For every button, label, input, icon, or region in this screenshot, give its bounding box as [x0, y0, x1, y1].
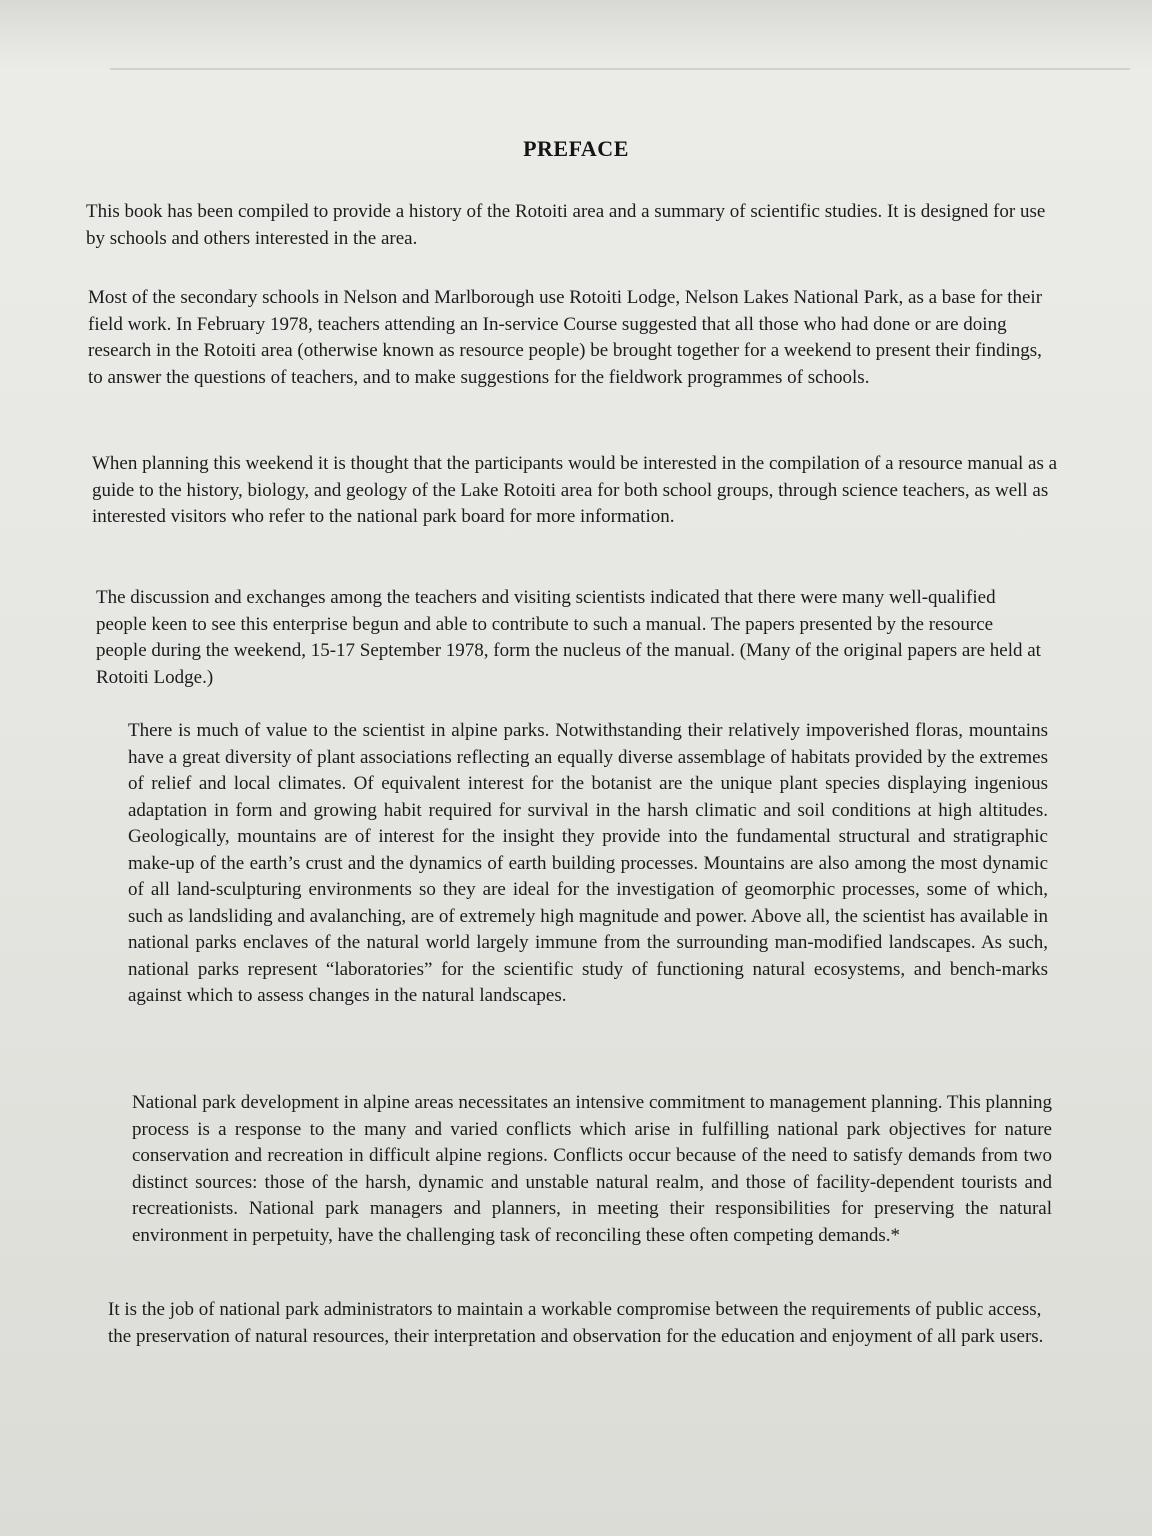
paragraph-schools: Most of the secondary schools in Nelson and Marlborough use Rotoiti Lodge, Nelson Lakes National Park, as a base for their field work. In February 1978, teachers attending an In-service Course suggested that all those who had done or are doing research in the Rotoiti area (otherwise known as resource people) be brought together for a weekend to present their findings, to answer the questions of teachers, and to make suggestions for the fieldwork programmes of schools.	[88, 287, 1043, 388]
quote-management: National park development in alpine areas necessitates an intensive commitment to management planning. This planning process is a response to the many and varied conflicts which arise in fulfilling national park objectives for nature conservation and recreation in difficult alpine regions. Conflicts occur because of the need to satisfy demands from two distinct sources: those of the harsh, dynamic and unstable natural realm, and those of facility-dependent tourists and recreationists. National park managers and planners, in meeting their responsibilities for preserving the natural environment in perpetuity, have the challenging task of reconciling these often competing demands.*	[132, 1092, 1052, 1246]
quote-alpine-science: There is much of value to the scientist in alpine parks. Notwithstanding their relatively impoverished floras, mountains have a great diversity of plant associations reflecting an equally diverse assemblage of habitats provided by the extremes of relief and local climates. Of equivalent interest for the botanist are the unique plant species displaying ingenious adaptation in form and growing habit required for survival in the harsh climatic and soil conditions at high altitudes. Geologically, mountains are of interest for the insight they provide into the fundamental structural and stratigraphic make-up of the earth’s crust and the dynamics of earth building processes. Mountains are also among the most dynamic of all land-sculpturing environments so they are ideal for the investigation of geomorphic processes, some of which, such as landsliding and avalanching, are of extremely high magnitude and power. Above all, the scientist has available in national parks enclaves of the natural world largely immune from the surrounding man-modified landscapes. As such, national parks represent “laboratories” for the scientific study of functioning natural ecosystems, and bench-marks against which to assess changes in the natural landscapes.	[128, 720, 1048, 1006]
paragraph-administrators: It is the job of national park administrators to maintain a workable compromise between the requirements of public access, the preservation of natural resources, their interpretation and observation for the education and enjoyment of all park users.	[108, 1299, 1044, 1347]
paragraph-planning: When planning this weekend it is thought that the participants would be interested in the compilation of a resource manual as a guide to the history, biology, and geology of the Lake Rotoiti area for both school groups, through science teachers, as well as interested visitors who refer to the national park board for more information.	[92, 453, 1058, 527]
page-top-shadow	[0, 0, 1152, 70]
paragraph-discussion: The discussion and exchanges among the teachers and visiting scientists indicated that there were many well-qualified people keen to see this enterprise begun and able to contribute to such a manual. The papers presented by the resource people during the weekend, 15-17 September 1978, form the nucleus of the manual. (Many of the original papers are held at Rotoiti Lodge.)	[96, 587, 1041, 688]
page-edge-line	[110, 68, 1130, 70]
page-title: PREFACE	[523, 136, 629, 161]
paragraph-purpose: This book has been compiled to provide a history of the Rotoiti area and a summary of scientific studies. It is designed for use by schools and others interested in the area.	[86, 201, 1046, 249]
